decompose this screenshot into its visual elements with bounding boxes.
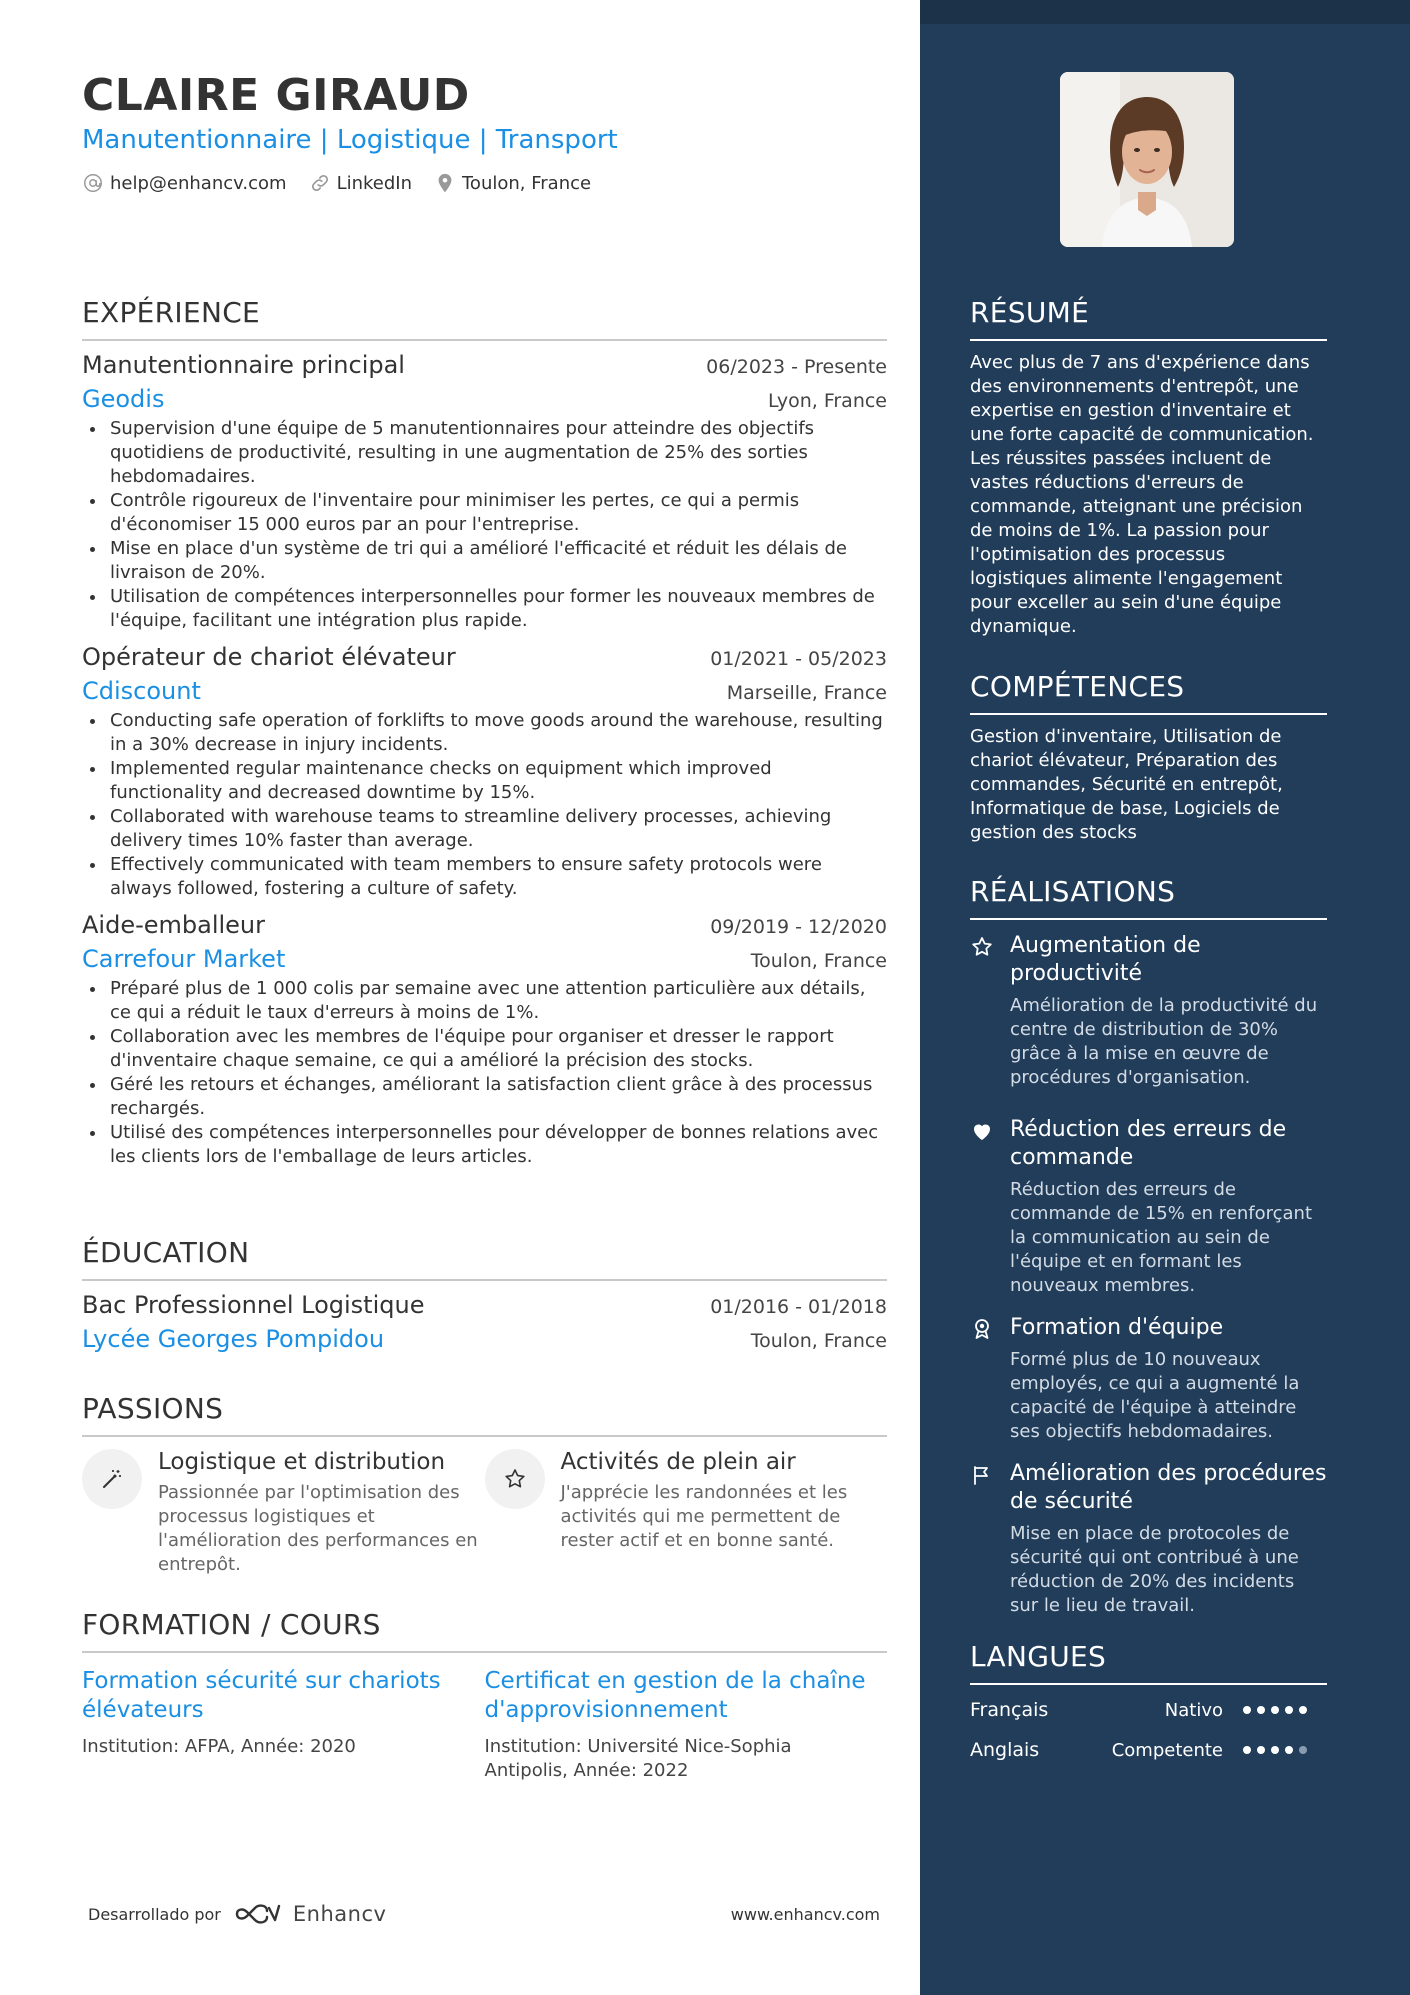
course-desc: Institution: Université Nice-Sophia Antipolis, Année: 2022 [484,1736,792,1781]
job-dates: 06/2023 - Presente [706,356,887,378]
achievement-title: Réduction des erreurs de commande [1010,1117,1287,1170]
section-title: FORMATION / COURS [82,1608,887,1653]
passion-title: Logistique et distribution [158,1449,446,1475]
course-item [82,1667,485,1783]
language-name: Français [970,1699,1049,1721]
sidebar-top-bar [920,0,1410,24]
passion-icon-badge [82,1449,142,1509]
course-title: Certificat en gestion de la chaîne d'approvisionnement [484,1668,866,1723]
award-icon [970,1317,994,1341]
powered-by-label: Desarrollado por [88,1904,221,1924]
courses-section [82,1608,887,1783]
achievement-item [970,932,1327,1090]
section-title: RÉALISATIONS [970,875,1327,920]
job-entry [82,911,887,1169]
achievement-desc: Mise en place de protocoles de sécurité qui ont contribué à une réduction de 20% des incidents sur le lieu de travail. [1010,1523,1299,1616]
bullet: Collaboration avec les membres de l'équipe pour organiser et dresser le rapport d'inventaire chaque semaine, ce qui a amélioré la précision des stocks. [82,1025,887,1073]
section-title: EXPÉRIENCE [82,296,887,341]
bullet: Préparé plus de 1 000 colis par semaine avec une attention particulière aux détails, ce qui a réduit le taux d'erreurs à moins de 1%. [82,977,887,1025]
bullet: Contrôle rigoureux de l'inventaire pour minimiser les pertes, ce qui a permis d'économiser 15 000 euros par an pour l'entreprise. [82,489,887,537]
job-title: Manutentionnaire principal [82,351,405,379]
achievement-item [970,1116,1327,1298]
language-row [970,1735,1327,1765]
passions-section [82,1392,887,1577]
job-dates: 01/2021 - 05/2023 [710,648,887,670]
contact-linkedin[interactable] [309,172,412,194]
summary-text: Avec plus de 7 ans d'expérience dans des environnements d'entrepôt, une expertise en gestion d'inventaire et une forte capacité de communication. Les réussites passées incluent de vastes réductions d'erreurs de commande, atteignant une précision de moins de 1%. La passion pour l'optimisation des processus logistiques alimente l'engagement pour exceller au sein d'une équipe dynamique. [970,352,1314,637]
achievement-title: Augmentation de productivité [1010,933,1201,986]
footer [88,1902,880,1926]
bullet: Supervision d'une équipe de 5 manutentionnaires pour atteindre des objectifs quotidiens de productivité, resulting in une augmentation de 25% des sorties hebdomadaires. [82,417,887,489]
rating-dot-filled [1271,1746,1279,1754]
language-row [970,1695,1327,1725]
enhancv-logo-icon [233,1902,281,1926]
course-title: Formation sécurité sur chariots élévateurs [82,1668,441,1723]
languages-section [970,1640,1327,1765]
passion-desc: J'apprécie les randonnées et les activités qui me permettent de rester actif et en bonne santé. [560,1482,848,1551]
star-outline-icon [970,935,994,959]
education-location: Toulon, France [750,1330,887,1352]
section-title: COMPÉTENCES [970,670,1327,715]
section-title: LANGUES [970,1640,1327,1685]
rating-dot-filled [1257,1706,1265,1714]
heart-icon [970,1119,994,1143]
achievement-desc: Formé plus de 10 nouveaux employés, ce qui a augmenté la capacité de l'équipe à atteindre ses objectifs hebdomadaires. [1010,1349,1300,1442]
brand-name: Enhancv [292,1902,387,1926]
bullet: Collaborated with warehouse teams to streamline delivery processes, achieving delivery times 10% faster than average. [82,805,887,853]
job-bullets [82,977,887,1169]
bullet: Effectively communicated with team members to ensure safety protocols were always followed, fostering a culture of safety. [82,853,887,901]
job-location: Lyon, France [767,390,887,412]
summary-section [970,296,1327,639]
candidate-name: CLAIRE GIRAUD [82,70,470,121]
course-item [485,1667,888,1783]
school: Lycée Georges Pompidou [82,1325,385,1353]
achievement-title: Amélioration des procédures de sécurité [1010,1461,1327,1514]
link-icon [309,172,331,194]
section-title: PASSIONS [82,1392,887,1437]
achievement-desc: Amélioration de la productivité du centre de distribution de 30% grâce à la mise en œuvre de procédures d'organisation. [1010,995,1318,1088]
rating-dot-filled [1271,1706,1279,1714]
bullet: Conducting safe operation of forklifts to move goods around the warehouse, resulting in a 30% decrease in injury incidents. [82,709,887,757]
job-entry [82,351,887,633]
job-company: Cdiscount [82,677,201,705]
rating-dot-filled [1299,1706,1307,1714]
contact-location [434,172,591,194]
contact-location-text: Toulon, France [462,172,592,194]
sidebar [920,0,1410,1995]
passion-item [82,1449,485,1577]
rating-dot-filled [1243,1706,1251,1714]
achievement-item [970,1460,1327,1618]
job-location: Marseille, France [726,682,887,704]
passion-icon-badge [485,1449,545,1509]
star-icon [503,1467,527,1491]
job-bullets [82,417,887,633]
achievement-item [970,1314,1327,1444]
bullet: Utilisation de compétences interpersonnelles pour former les nouveaux membres de l'équipe, facilitant une intégration plus rapide. [82,585,887,633]
job-location: Toulon, France [750,950,887,972]
rating-dot-filled [1285,1706,1293,1714]
bullet: Géré les retours et échanges, améliorant la satisfaction client grâce à des processus rechargés. [82,1073,887,1121]
education-entry [82,1291,887,1353]
job-dates: 09/2019 - 12/2020 [710,916,887,938]
contact-bar [82,172,591,194]
job-company: Geodis [82,385,165,413]
job-entry [82,643,887,901]
language-level: Competente [1111,1739,1223,1761]
language-name: Anglais [970,1739,1040,1761]
course-desc: Institution: AFPA, Année: 2020 [82,1736,356,1757]
footer-url[interactable]: www.enhancv.com [730,1904,880,1924]
achievement-desc: Réduction des erreurs de commande de 15% en renforçant la communication au sein de l'équipe et en formant les nouveaux membres. [1010,1179,1313,1296]
achievements-section [970,875,1327,1618]
language-level: Nativo [1164,1699,1223,1721]
job-title: Opérateur de chariot élévateur [82,643,456,671]
headline: Manutentionnaire | Logistique | Transport [82,125,618,155]
achievement-title: Formation d'équipe [1010,1315,1224,1340]
section-title: ÉDUCATION [82,1236,887,1281]
profile-photo [1060,72,1234,247]
education-section [82,1236,887,1353]
passion-item [485,1449,888,1577]
skills-text: Gestion d'inventaire, Utilisation de chariot élévateur, Préparation des commandes, Sécurité en entrepôt, Informatique de base, Logiciels de gestion des stocks [970,726,1283,843]
experience-section [82,296,887,1169]
rating-dot-filled [1257,1746,1265,1754]
language-rating [1243,1746,1307,1754]
bullet: Mise en place d'un système de tri qui a amélioré l'efficacité et réduit les délais de livraison de 20%. [82,537,887,585]
contact-linkedin-text: LinkedIn [336,172,412,194]
job-title: Aide-emballeur [82,911,266,939]
rating-dot-filled [1285,1746,1293,1754]
flag-icon [970,1463,994,1487]
degree: Bac Professionnel Logistique [82,1291,425,1319]
bullet: Utilisé des compétences interpersonnelles pour développer de bonnes relations avec les clients lors de l'emballage de leurs articles. [82,1121,887,1169]
bullet: Implemented regular maintenance checks on equipment which improved functionality and decreased downtime by 15%. [82,757,887,805]
rating-dot-filled [1243,1746,1251,1754]
job-company: Carrefour Market [82,945,286,973]
rating-dot-empty [1299,1746,1307,1754]
language-rating [1243,1706,1307,1714]
contact-email[interactable] [82,172,287,194]
passion-title: Activités de plein air [560,1449,796,1475]
magic-wand-icon [100,1467,124,1491]
job-bullets [82,709,887,901]
section-title: RÉSUMÉ [970,296,1327,341]
location-pin-icon [434,172,456,194]
education-dates: 01/2016 - 01/2018 [710,1296,887,1318]
at-icon [82,172,104,194]
brand [88,1902,386,1926]
skills-section [970,670,1327,845]
profile-photo-image [1060,72,1234,247]
passion-desc: Passionnée par l'optimisation des processus logistiques et l'amélioration des performances en entrepôt. [158,1482,478,1575]
contact-email-text: help@enhancv.com [110,172,287,194]
